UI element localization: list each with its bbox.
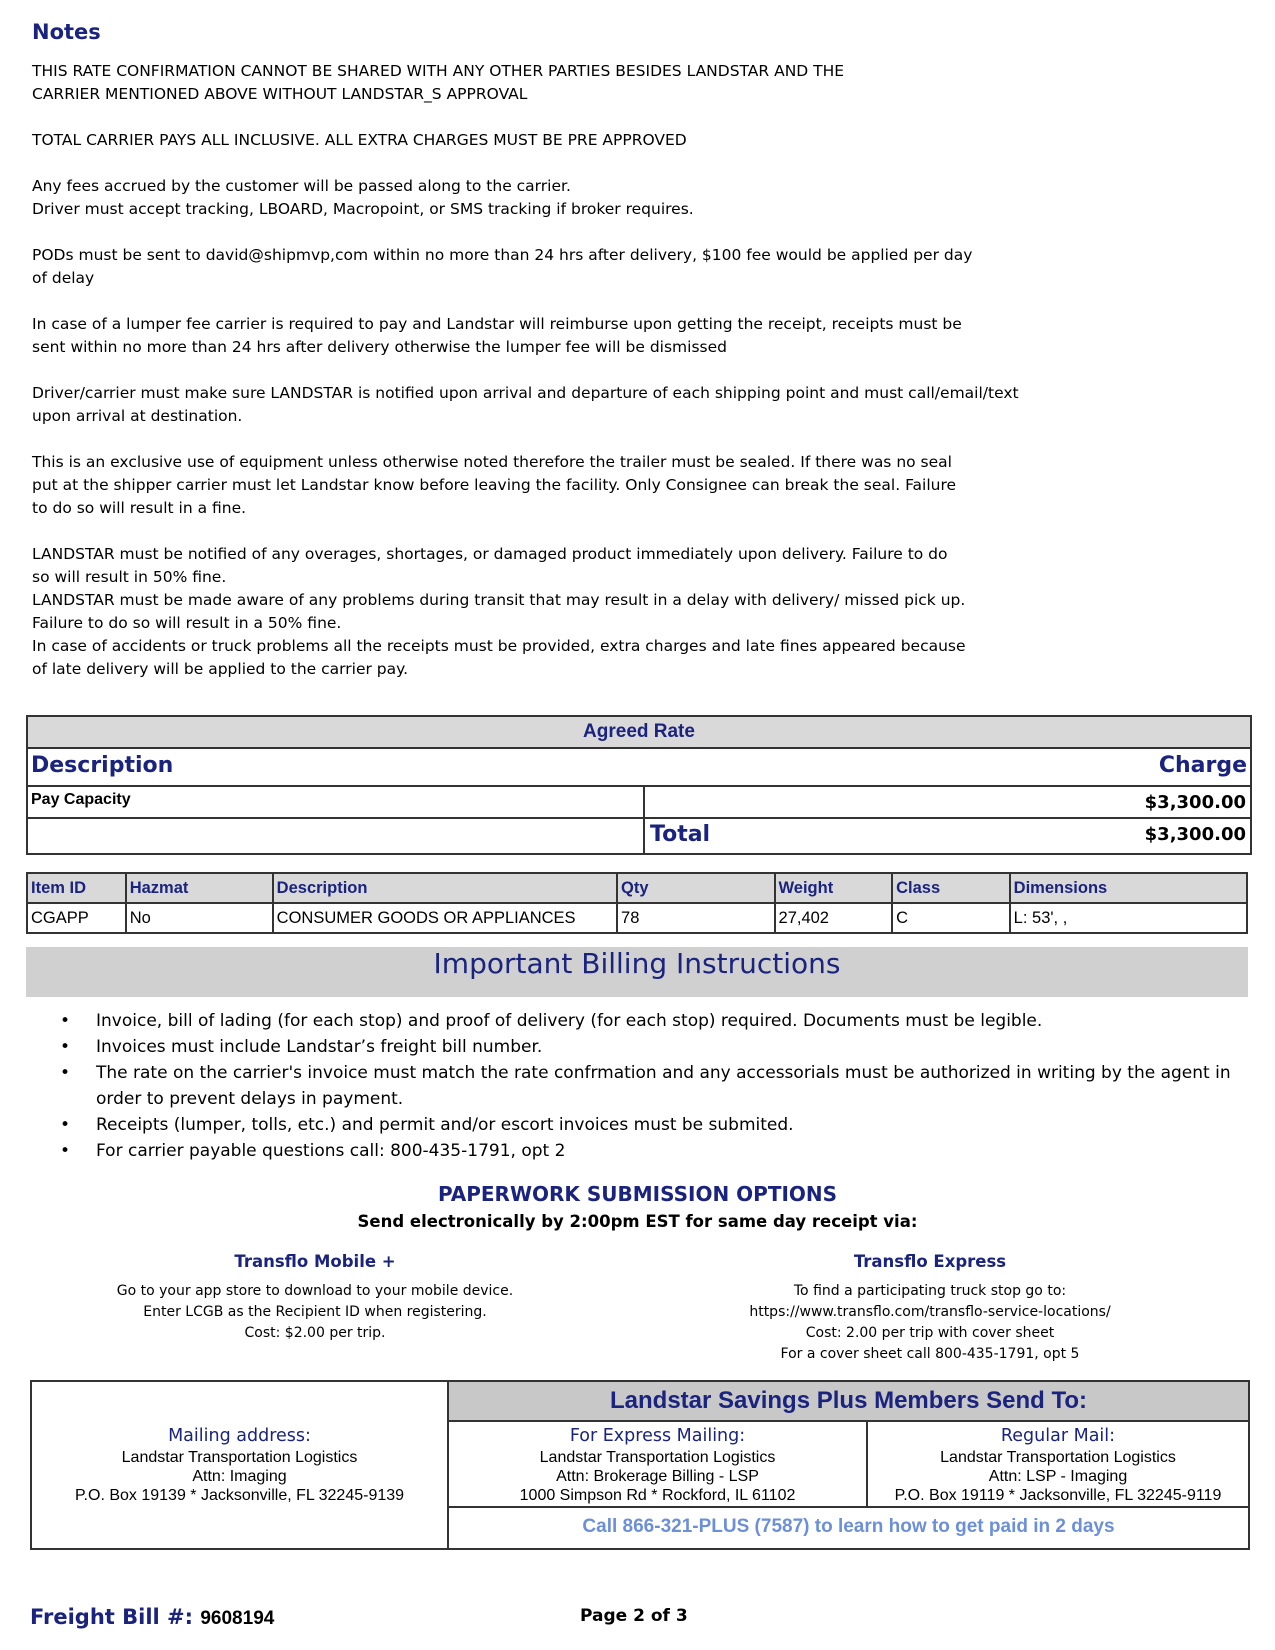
call-plus-text: Call 866-321-PLUS (7587) to learn how to get paid in 2 days <box>582 1516 1115 1537</box>
notes-paragraph <box>32 244 1032 290</box>
notes-line: upon arrival at destination. <box>32 407 243 425</box>
total-label: Total <box>650 822 711 847</box>
notes-line: In case of a lumper fee carrier is required to pay and Landstar will reimburse upon getting the receipt, receipts must be <box>32 315 962 333</box>
address-line: Landstar Transportation Logistics <box>121 1449 358 1466</box>
mobile-line: Go to your app store to download to your mobile device. <box>116 1283 514 1299</box>
col-header-description: Description <box>273 873 617 903</box>
notes-paragraph <box>32 129 1032 152</box>
rate-total-empty-cell <box>28 819 645 853</box>
mobile-line: Cost: $2.00 per trip. <box>244 1325 386 1341</box>
dimensions-cell: L: 53', , <box>1010 903 1247 933</box>
express-mailing-title: For Express Mailing: <box>569 1426 746 1446</box>
express-mailing-address <box>449 1426 866 1505</box>
billing-title: Important Billing Instructions <box>26 947 1248 997</box>
notes-line: THIS RATE CONFIRMATION CANNOT BE SHARED WITH ANY OTHER PARTIES BESIDES LANDSTAR AND THE <box>32 62 845 80</box>
notes-line: This is an exclusive use of equipment unless otherwise noted therefore the trailer must be sealed. If there was no seal <box>32 453 952 471</box>
notes-line: Driver must accept tracking, LBOARD, Macropoint, or SMS tracking if broker requires. <box>32 200 694 218</box>
total-amount: $3,300.00 <box>1144 824 1246 845</box>
col-header-weight: Weight <box>775 873 893 903</box>
freight-bill <box>30 1605 274 1630</box>
col-header-item-id: Item ID <box>27 873 126 903</box>
col-header-hazmat: Hazmat <box>126 873 273 903</box>
list-item: • Invoices must include Landstar’s freight bill number. <box>60 1034 1240 1060</box>
address-line: Attn: LSP - Imaging <box>988 1468 1128 1485</box>
notes-line: LANDSTAR must be made aware of any problems during transit that may result in a delay with delivery/ missed pick up. <box>32 591 966 609</box>
col-header-class: Class <box>892 873 1010 903</box>
notes-paragraph <box>32 313 1032 359</box>
notes-paragraph <box>32 451 1032 520</box>
transflo-express-title: Transflo Express <box>853 1252 1007 1271</box>
address-line: Attn: Brokerage Billing - LSP <box>556 1468 759 1485</box>
notes-body <box>32 60 1032 681</box>
col-header-qty: Qty <box>617 873 774 903</box>
item-id-cell: CGAPP <box>27 903 126 933</box>
items-header-row <box>27 873 1247 903</box>
address-line: 1000 Simpson Rd * Rockford, IL 61102 <box>519 1487 796 1504</box>
list-item: • For carrier payable questions call: 800-435-1791, opt 2 <box>60 1138 1240 1164</box>
notes-line: In case of accidents or truck problems all the receipts must be provided, extra charges and late fines appeared because <box>32 637 966 655</box>
list-item: • Receipts (lumper, tolls, etc.) and permit and/or escort invoices must be submited. <box>60 1112 1240 1138</box>
rate-header-row <box>28 749 1250 787</box>
rate-line-desc-cell <box>28 787 645 817</box>
notes-line: PODs must be sent to david@shipmvp,com within no more than 24 hrs after delivery, $100 fee would be applied per day <box>32 246 973 264</box>
list-item: • Invoice, bill of lading (for each stop) and proof of delivery (for each stop) required. Documents must be legible. <box>60 1008 1240 1034</box>
lsp-header: Landstar Savings Plus Members Send To: <box>449 1382 1248 1422</box>
notes-line: Failure to do so will result in a 50% fine. <box>32 614 342 632</box>
notes-paragraph <box>32 382 1032 428</box>
address-line: Landstar Transportation Logistics <box>539 1449 776 1466</box>
weight-cell: 27,402 <box>775 903 893 933</box>
notes-line: of late delivery will be applied to the carrier pay. <box>32 660 409 678</box>
notes-line: so will result in 50% fine. <box>32 568 227 586</box>
notes-line: of delay <box>32 269 95 287</box>
mailing-box <box>30 1380 1250 1550</box>
description-header: Description <box>31 753 174 778</box>
notes-title: Notes <box>32 20 101 44</box>
list-item: • The rate on the carrier's invoice must match the rate confrmation and any accessorials must be authorized in writing by the agent in order to prevent delays in payment. <box>60 1060 1240 1112</box>
mobile-line: Enter LCGB as the Recipient ID when registering. <box>143 1304 487 1320</box>
notes-paragraph <box>32 60 1032 106</box>
class-cell: C <box>892 903 1010 933</box>
mailing-address-title: Mailing address: <box>168 1426 311 1446</box>
qty-cell: 78 <box>617 903 774 933</box>
address-line: Landstar Transportation Logistics <box>940 1449 1176 1466</box>
address-line: P.O. Box 19139 * Jacksonville, FL 32245-9139 <box>74 1487 405 1504</box>
notes-line: CARRIER MENTIONED ABOVE WITHOUT LANDSTAR_S APPROVAL <box>32 85 528 103</box>
hazmat-cell: No <box>126 903 273 933</box>
notes-line: Any fees accrued by the customer will be passed along to the carrier. <box>32 177 571 195</box>
address-line: Attn: Imaging <box>192 1468 287 1485</box>
col-header-dimensions: Dimensions <box>1010 873 1247 903</box>
rate-line-row <box>28 787 1250 819</box>
charge-header: Charge <box>1158 753 1247 778</box>
description-cell: CONSUMER GOODS OR APPLIANCES <box>273 903 617 933</box>
express-line: To find a participating truck stop go to: <box>793 1283 1067 1299</box>
billing-list <box>60 1008 1240 1164</box>
items-table <box>26 872 1248 934</box>
regular-mail-address <box>868 1426 1248 1505</box>
transflo-mobile-title: Transflo Mobile + <box>234 1252 396 1271</box>
mailing-address <box>32 1426 447 1505</box>
page-number: Page 2 of 3 <box>580 1606 688 1626</box>
transflo-express-section <box>720 1252 1140 1365</box>
notes-line: TOTAL CARRIER PAYS ALL INCLUSIVE. ALL EXTRA CHARGES MUST BE PRE APPROVED <box>32 131 687 149</box>
paperwork-subtitle: Send electronically by 2:00pm EST for same day receipt via: <box>357 1212 918 1231</box>
transflo-mobile-section <box>110 1252 520 1344</box>
pay-capacity-amount: $3,300.00 <box>1144 792 1246 813</box>
paperwork-title: PAPERWORK SUBMISSION OPTIONS <box>437 1182 838 1206</box>
notes-paragraph <box>32 543 1032 681</box>
address-line: P.O. Box 19119 * Jacksonville, FL 32245-9119 <box>894 1487 1222 1504</box>
notes-line: to do so will result in a fine. <box>32 499 247 517</box>
notes-line: put at the shipper carrier must let Landstar know before leaving the facility. Only Consignee can break the seal. Failure <box>32 476 957 494</box>
rate-total-row <box>28 819 1250 853</box>
regular-mail-title: Regular Mail: <box>1000 1426 1116 1446</box>
freight-bill-label: Freight Bill #: <box>30 1605 194 1629</box>
notes-line: Driver/carrier must make sure LANDSTAR is notified upon arrival and departure of each shipping point and must call/email/text <box>32 384 1019 402</box>
notes-line: LANDSTAR must be notified of any overages, shortages, or damaged product immediately upon delivery. Failure to do <box>32 545 948 563</box>
express-line: For a cover sheet call 800-435-1791, opt 5 <box>780 1346 1080 1362</box>
agreed-rate-table <box>26 715 1252 855</box>
agreed-rate-title: Agreed Rate <box>28 717 1250 749</box>
pay-capacity-label: Pay Capacity <box>31 791 131 808</box>
notes-line: sent within no more than 24 hrs after delivery otherwise the lumper fee will be dismissed <box>32 338 727 356</box>
notes-paragraph <box>32 175 1032 221</box>
express-line: Cost: 2.00 per trip with cover sheet <box>805 1325 1055 1341</box>
table-row <box>27 903 1247 933</box>
express-link[interactable]: https://www.transflo.com/transflo-service-locations/ <box>749 1304 1111 1320</box>
freight-bill-number: 9608194 <box>200 1608 275 1629</box>
